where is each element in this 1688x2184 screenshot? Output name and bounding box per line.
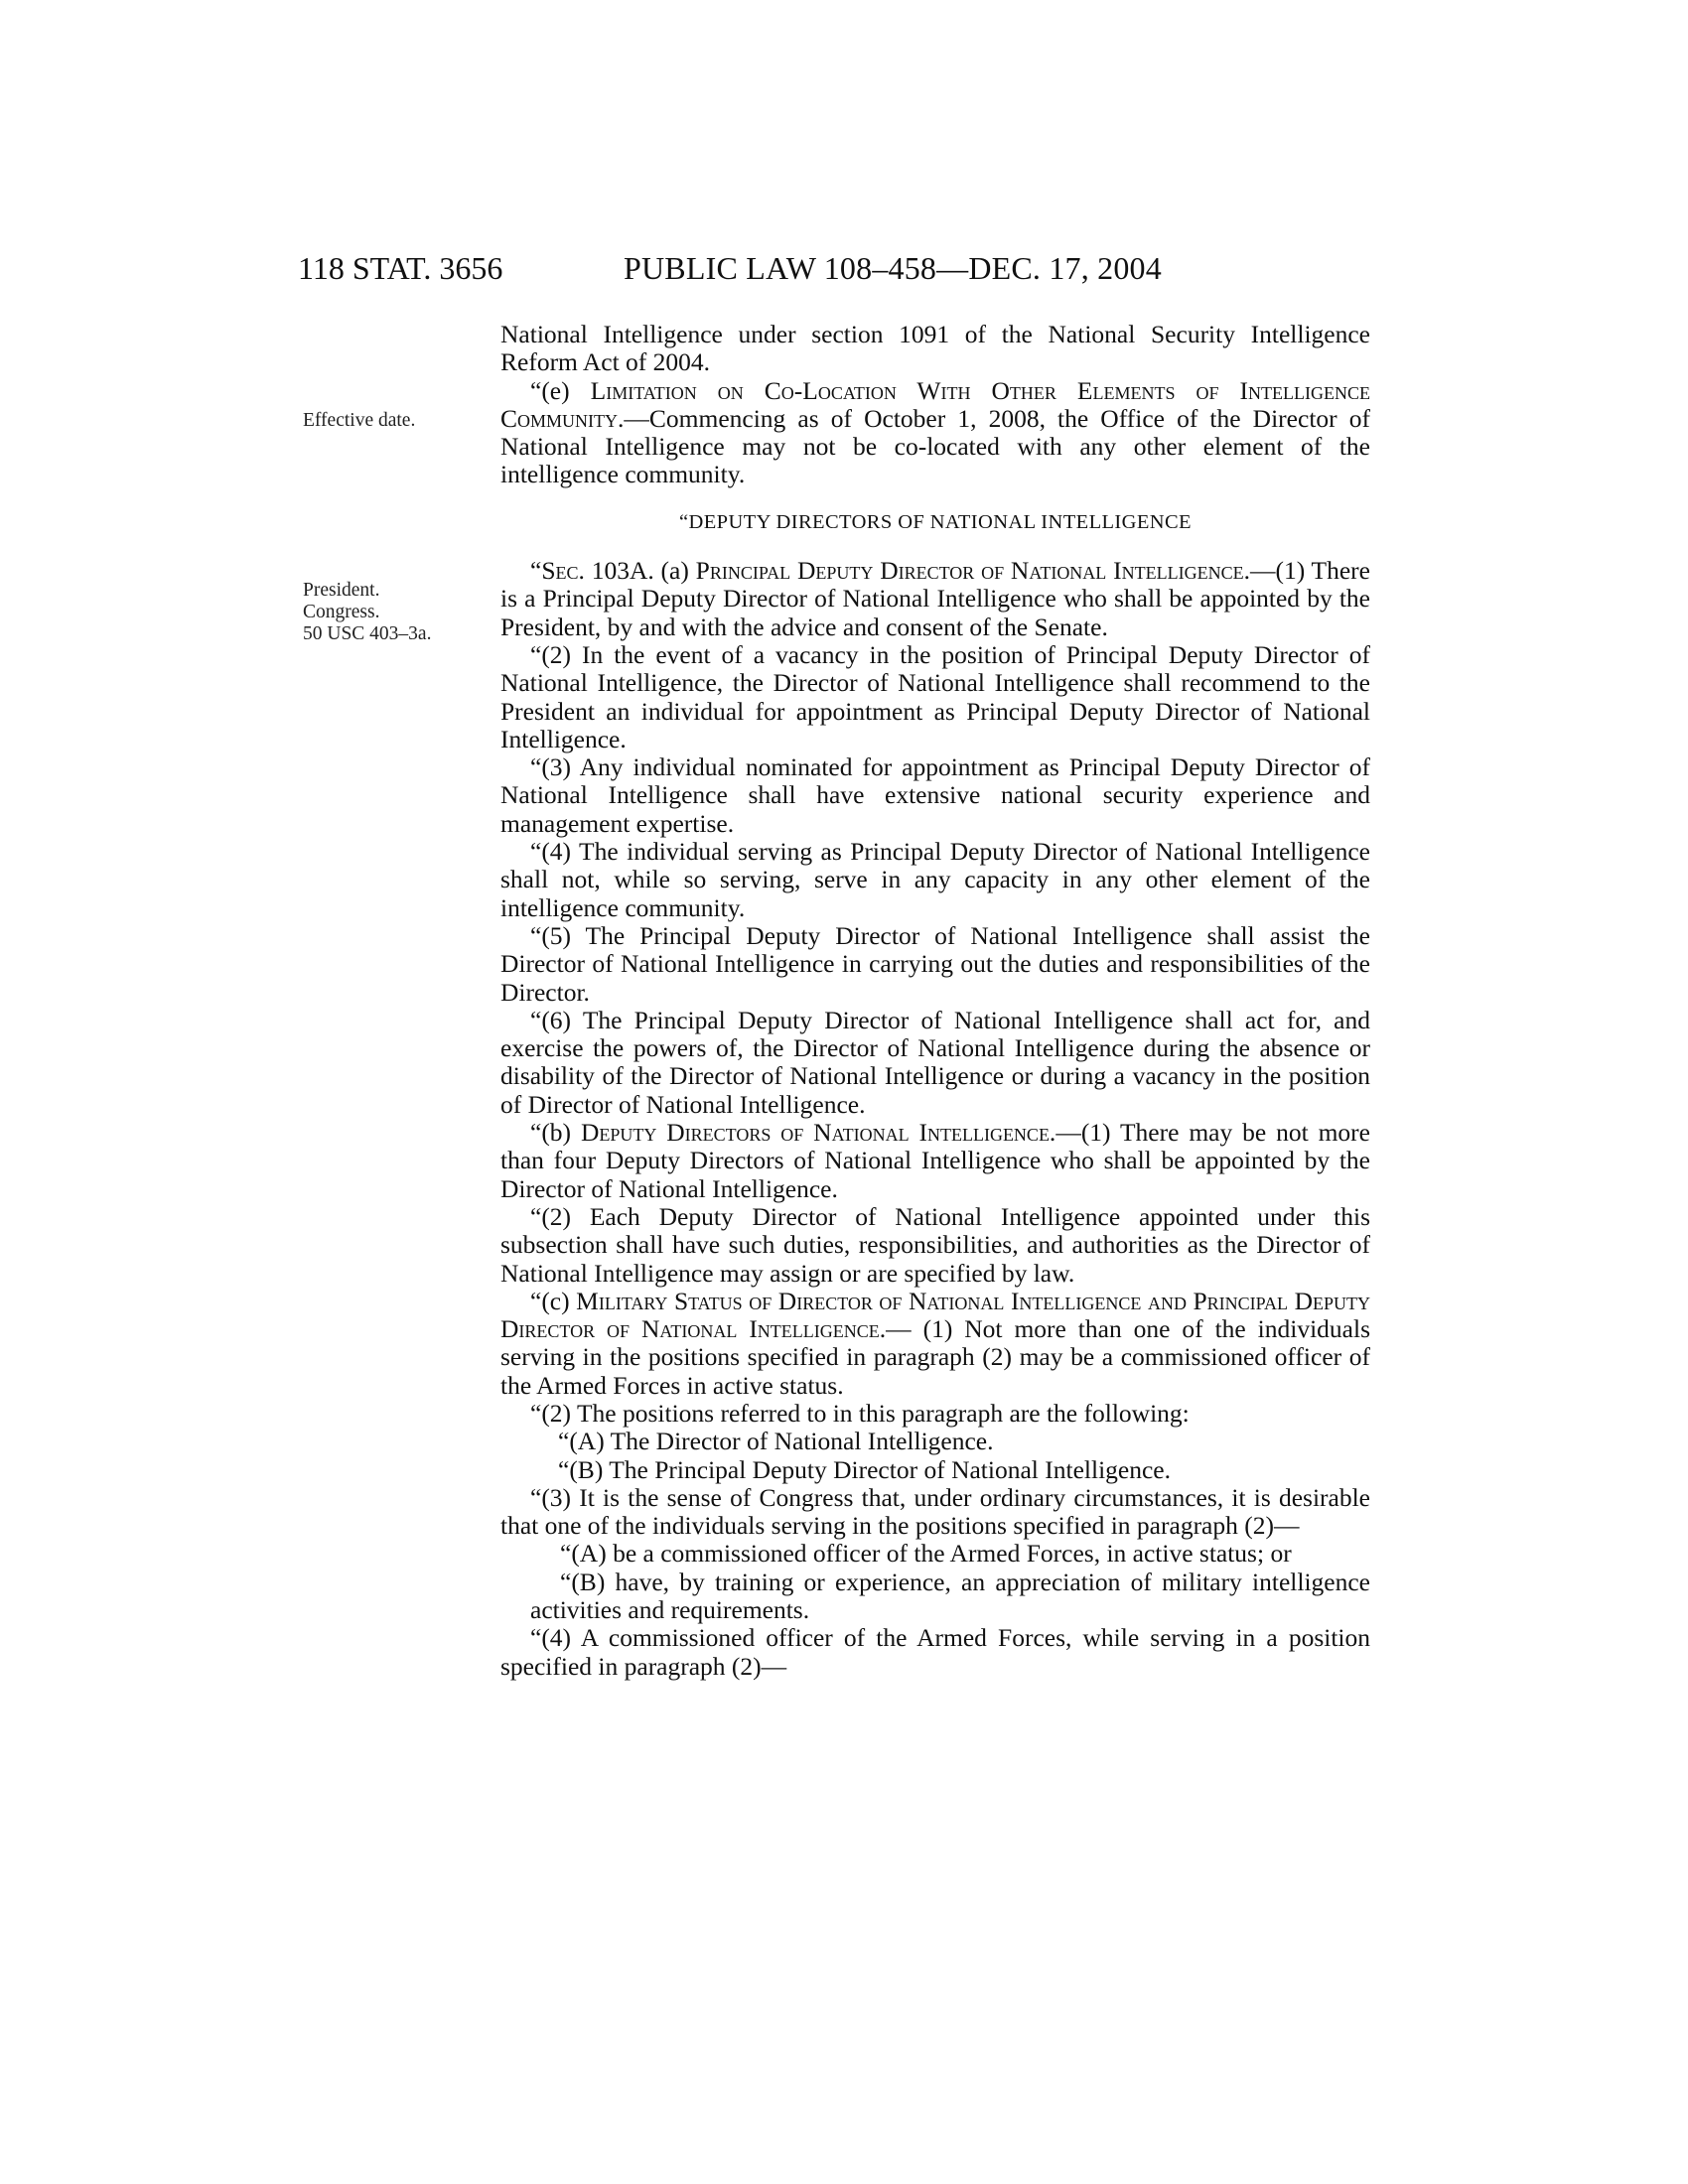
paragraph-a-4: “(4) The individual serving as Principal Deputy Director of National Intelligence shall not, while so serving, serve in any capacity in any other element of the intelligence community. (500, 837, 1370, 922)
margin-note-authority (303, 580, 431, 645)
subsection-e-title: Limitation on Co-Location With Other Elements of Intelligence Community. (500, 375, 1370, 433)
subsection-c-1: “(c) Military Status of Director of National Intelligence and Principal Deputy Director of National Intelligence.— (1) Not more than one of the individuals serving in the positions specified in paragraph (2) may be a commissioned officer of the Armed Forces in active status. (500, 1286, 1370, 1400)
subsection-e: “(e) Limitation on Co-Location With Other Elements of Intelligence Community.—Commencing as of October 1, 2008, the Office of the Director of National Intelligence may not be co-located with any other element of the intelligence community. (500, 375, 1370, 489)
paragraph-c-3: “(3) It is the sense of Congress that, under ordinary circumstances, it is desirable that one of the individuals serving in the positions specified in paragraph (2)— (500, 1482, 1370, 1541)
public-law-citation: PUBLIC LAW 108–458—DEC. 17, 2004 (624, 250, 1162, 286)
margin-note-president: President. (303, 580, 380, 601)
paragraph-c-2: “(2) The positions referred to in this paragraph are the following: (530, 1398, 1190, 1428)
margin-note-effective-date: Effective date. (303, 410, 416, 431)
paragraph-a-6: “(6) The Principal Deputy Director of National Intelligence shall act for, and exercise the powers of, the Director of National Intelligence during the absence or disability of the Director of National Intelligence or during a vacancy in the position of Director of National Intelligence. (500, 1005, 1370, 1119)
paragraph-a-3: “(3) Any individual nominated for appointment as Principal Deputy Director of National Intelligence shall have extensive national security experience and management expertise. (500, 752, 1370, 838)
margin-note-usc: 50 USC 403–3a. (303, 623, 432, 644)
subparagraph-c-3-b: “(B) have, by training or experience, an appreciation of military intelligence activities and requirements. (530, 1567, 1370, 1625)
statute-body (500, 321, 1370, 1681)
subsection-a-title: Principal Deputy Director of National Intelligence. (695, 556, 1250, 586)
subsection-a-1: “Sec. 103A. (a) Principal Deputy Director of National Intelligence.—(1) There is a Principal Deputy Director of National Intelligence who shall be appointed by the President, by and with the advice and consent of the Senate. (500, 556, 1370, 641)
paragraph-a-2: “(2) In the event of a vacancy in the position of Principal Deputy Director of National Intelligence, the Director of National Intelligence shall recommend to the President an individual for appointment as Principal Deputy Director of National Intelligence. (500, 639, 1370, 753)
paragraph-b-2: “(2) Each Deputy Director of National Intelligence appointed under this subsection shall have such duties, responsibilities, and authorities as the Director of National Intelligence may assign or are specified by law. (500, 1201, 1370, 1288)
subparagraph-c-2-b: “(B) The Principal Deputy Director of National Intelligence. (558, 1454, 1171, 1484)
statute-page-number: 118 STAT. 3656 (298, 250, 503, 286)
subsection-b-title: Deputy Directors of National Intelligence. (580, 1118, 1056, 1148)
paragraph-continuation: National Intelligence under section 1091 of the National Security Intelligence Reform Act of 2004. (500, 320, 1370, 377)
subsection-c-title: Military Status of Director of National Intelligence and Principal Deputy Director of National Intelligence. (500, 1286, 1370, 1344)
section-heading: “DEPUTY DIRECTORS OF NATIONAL INTELLIGENCE (679, 510, 1192, 533)
subparagraph-c-3-a: “(A) be a commissioned officer of the Armed Forces, in active status; or (560, 1539, 1292, 1569)
margin-note-congress: Congress. (303, 602, 380, 622)
paragraph-a-5: “(5) The Principal Deputy Director of National Intelligence shall assist the Director of National Intelligence in carrying out the duties and responsibilities of the Director. (500, 920, 1370, 1007)
subsection-b-1: “(b) Deputy Directors of National Intelligence.—(1) There may be not more than four Deputy Directors of National Intelligence who shall be appointed by the Director of National Intelligence. (500, 1118, 1370, 1203)
subparagraph-c-2-a: “(A) The Director of National Intelligence. (558, 1427, 994, 1456)
paragraph-c-4: “(4) A commissioned officer of the Armed Forces, while serving in a position specified in paragraph (2)— (500, 1623, 1370, 1681)
